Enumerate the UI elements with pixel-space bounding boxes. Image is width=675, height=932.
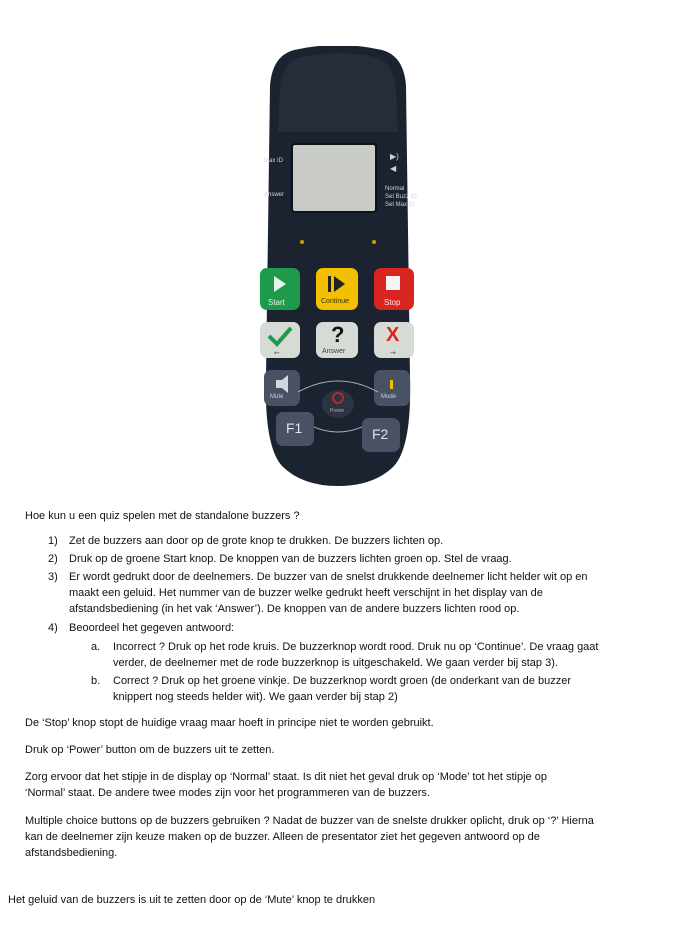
step-number: 1)	[48, 535, 58, 547]
set-max-id-label: Set Max ID	[385, 202, 415, 208]
paragraph-normal: Zorg ervoor dat het stipje in de display op ‘Normal’ staat. Is dit niet het geval druk op ‘Mode’ tot het stipje op	[25, 771, 547, 783]
answer-button-label: Answer	[322, 348, 346, 355]
substep-text: knippert nog steeds helder wit). We gaan verder bij stap 2)	[113, 691, 398, 703]
volume-up-icon: ▶)	[390, 152, 399, 161]
set-buzz-id-label: Set Buzz ID	[385, 194, 417, 200]
instructions-heading: Hoe kun u een quiz spelen met de standalone buzzers ?	[25, 510, 300, 522]
f2-label: F2	[372, 426, 389, 442]
question-mark-icon: ?	[331, 322, 345, 347]
step-text: Zet de buzzers aan door op de grote knop te drukken. De buzzers lichten op.	[69, 535, 444, 547]
mode-indicator-icon	[390, 380, 393, 389]
paragraph-multiple-choice: afstandsbediening.	[25, 847, 118, 859]
mute-label: Mute	[270, 394, 284, 400]
remote-body-graphic	[254, 46, 422, 486]
max-id-label: Max ID	[264, 158, 284, 164]
step-number: 3)	[48, 571, 58, 583]
power-label: Power	[330, 408, 345, 414]
step-text: Er wordt gedrukt door de deelnemers. De buzzer van de snelst drukkende deelnemer licht helder wit op en	[69, 571, 588, 583]
paragraph-multiple-choice: Multiple choice buttons op de buzzers gebruiken ? Nadat de buzzer van de snelste drukker oplicht, druk op ‘?’ Hierna	[25, 815, 594, 827]
answer-label: Answer	[264, 192, 285, 198]
buzzer-remote-image	[254, 46, 422, 486]
paragraph-stop: De ‘Stop’ knop stopt de huidige vraag maar hoeft in principe niet te worden gebruikt.	[25, 717, 434, 729]
paragraph-multiple-choice: kan de deelnemer zijn keuze maken op de buzzer. Alleen de presentator ziet het gegeven antwoord op de	[25, 831, 540, 843]
step-number: 2)	[48, 553, 58, 565]
arrow-left-icon: ←	[274, 349, 280, 357]
step-number: 4)	[48, 622, 58, 634]
substep-letter: b.	[91, 675, 101, 687]
start-label: Start	[268, 298, 285, 307]
step-text: Beoordeel het gegeven antwoord:	[69, 622, 235, 634]
indicator-dot	[300, 240, 304, 244]
step-text: afstandsbediening (in het vak ‘Answer’). De knoppen van de andere buzzers lichten rood op.	[69, 603, 520, 615]
indicator-dot	[372, 240, 376, 244]
lcd-display	[292, 144, 376, 212]
stop-icon	[386, 276, 400, 290]
volume-down-icon: ◀	[390, 164, 397, 173]
continue-label: Continue	[321, 298, 350, 305]
substep-text: verder, de deelnemer met de rode buzzerknop is uitgeschakeld. We gaan verder bij stap 3).	[113, 657, 558, 669]
cross-icon: X	[386, 324, 400, 346]
footer-note: Het geluid van de buzzers is uit te zetten door op de ‘Mute’ knop te drukken	[8, 894, 376, 906]
paragraph-normal: ‘Normal’ staat. De andere twee modes zijn voor het programmeren van de buzzers.	[25, 787, 430, 799]
substep-text: Incorrect ? Druk op het rode kruis. De buzzerknop wordt rood. Druk nu op ‘Continue’. De vraag gaat	[113, 641, 599, 653]
arrow-right-icon: →	[390, 349, 396, 357]
step-text: Druk op de groene Start knop. De knoppen van de buzzers lichten groen op. Stel de vraag.	[69, 553, 512, 565]
normal-label: Normal	[385, 186, 405, 192]
stop-label: Stop	[384, 298, 401, 307]
substep-letter: a.	[91, 641, 101, 653]
step-text: maakt een geluid. Het nummer van de buzzer welke gedrukt heeft verschijnt in het display van de	[69, 587, 543, 599]
mode-label: Mode	[381, 394, 397, 400]
substep-text: Correct ? Druk op het groene vinkje. De buzzerknop wordt groen (de onderkant van de buzzer	[113, 675, 571, 687]
paragraph-power: Druk op ‘Power’ button om de buzzers uit te zetten.	[25, 744, 275, 756]
f1-label: F1	[286, 420, 303, 436]
